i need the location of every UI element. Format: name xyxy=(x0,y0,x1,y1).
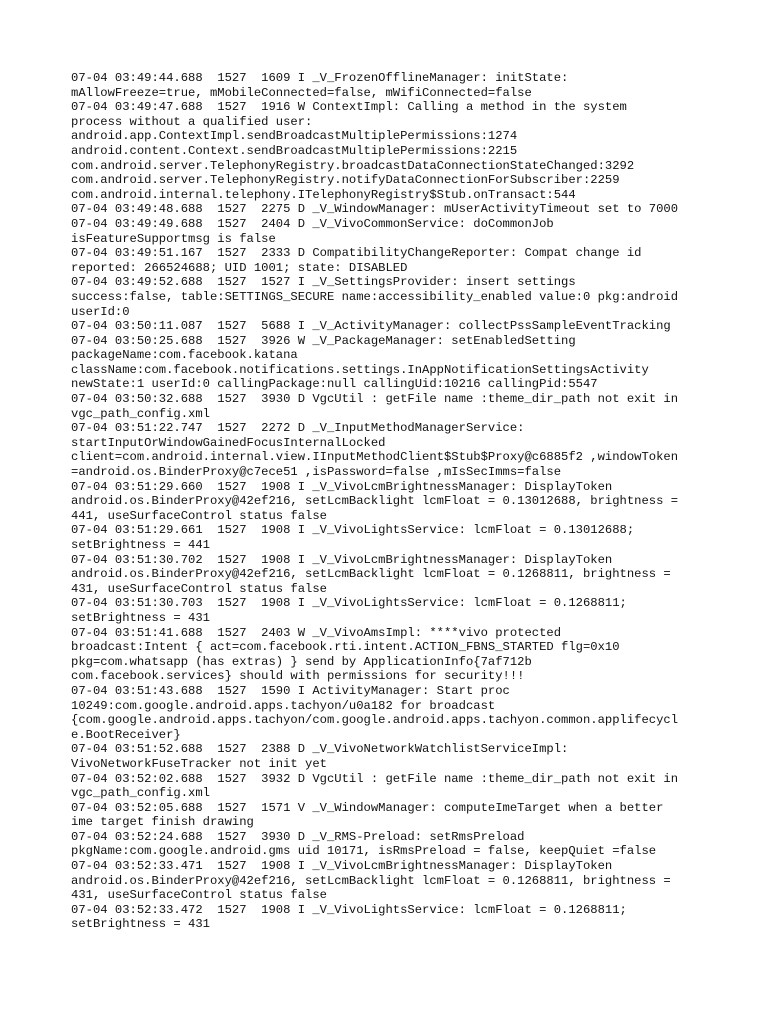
log-line: mAllowFreeze=true, mMobileConnected=false, mWifiConnected=false xyxy=(71,85,532,100)
log-line: success:false, table:SETTINGS_SECURE name:accessibility_enabled value:0 pkg:android xyxy=(71,289,679,304)
log-line: 07-04 03:52:02.688 1527 3932 D VgcUtil : getFile name :theme_dir_path not exit in xyxy=(71,771,679,786)
log-line: ime target finish drawing xyxy=(71,815,254,830)
log-line: 07-04 03:49:44.688 1527 1609 I _V_FrozenOfflineManager: initState: xyxy=(71,71,569,85)
log-line: 07-04 03:51:29.661 1527 1908 I _V_VivoLightsService: lcmFloat = 0.13012688; xyxy=(71,523,635,538)
log-line: com.facebook.services} should with permissions for security!!! xyxy=(71,669,525,684)
log-line: 07-04 03:51:22.747 1527 2272 D _V_InputMethodManagerService: xyxy=(71,421,525,436)
log-line: android.content.Context.sendBroadcastMultiplePermissions:2215 xyxy=(71,143,518,158)
log-line: 07-04 03:51:41.688 1527 2403 W _V_VivoAmsImpl: ****vivo protected xyxy=(71,625,562,640)
log-line: pkg=com.whatsapp (has extras) } send by ApplicationInfo{7af712b xyxy=(71,654,532,669)
log-line: android.app.ContextImpl.sendBroadcastMultiplePermissions:1274 xyxy=(71,129,518,144)
log-line: 07-04 03:51:29.660 1527 1908 I _V_VivoLcmBrightnessManager: DisplayToken xyxy=(71,479,613,494)
log-line: vgc_path_config.xml xyxy=(71,406,210,421)
log-line: vgc_path_config.xml xyxy=(71,786,210,801)
log-line: 07-04 03:49:51.167 1527 2333 D CompatibilityChangeReporter: Compat change id xyxy=(71,246,642,261)
log-line: reported: 266524688; UID 1001; state: DISABLED xyxy=(71,260,408,275)
log-line: process without a qualified user: xyxy=(71,114,313,129)
log-line: newState:1 userId:0 callingPackage:null callingUid:10216 callingPid:5547 xyxy=(71,377,598,392)
log-line: 10249:com.google.android.apps.tachyon/u0a182 for broadcast xyxy=(71,698,496,713)
log-line: 441, useSurfaceControl status false xyxy=(71,508,327,523)
log-line: com.android.internal.telephony.ITelephonyRegistry$Stub.onTransact:544 xyxy=(71,187,576,202)
log-line: 431, useSurfaceControl status false xyxy=(71,888,327,903)
log-line: com.android.server.TelephonyRegistry.notifyDataConnectionForSubscriber:2259 xyxy=(71,173,620,188)
log-line: android.os.BinderProxy@42ef216, setLcmBacklight lcmFloat = 0.1268811, brightness = xyxy=(71,873,671,888)
log-line: 07-04 03:49:49.688 1527 2404 D _V_VivoCommonService: doCommonJob xyxy=(71,216,554,231)
log-line: =android.os.BinderProxy@c7ece51 ,isPassword=false ,mIsSecImms=false xyxy=(71,465,562,480)
log-line: 07-04 03:50:11.087 1527 5688 I _V_ActivityManager: collectPssSampleEventTracking xyxy=(71,319,671,334)
log-line: VivoNetworkFuseTracker not init yet xyxy=(71,756,327,771)
log-line: com.android.server.TelephonyRegistry.broadcastDataConnectionStateChanged:3292 xyxy=(71,158,635,173)
log-line: 07-04 03:52:33.471 1527 1908 I _V_VivoLcmBrightnessManager: DisplayToken xyxy=(71,859,613,874)
log-line: android.os.BinderProxy@42ef216, setLcmBacklight lcmFloat = 0.1268811, brightness = xyxy=(71,567,671,582)
log-line: android.os.BinderProxy@42ef216, setLcmBacklight lcmFloat = 0.13012688, brightness = xyxy=(71,494,679,509)
log-line: 07-04 03:50:32.688 1527 3930 D VgcUtil : getFile name :theme_dir_path not exit in xyxy=(71,392,679,407)
log-line: broadcast:Intent { act=com.facebook.rti.intent.ACTION_FBNS_STARTED flg=0x10 xyxy=(71,640,620,655)
log-line: pkgName:com.google.android.gms uid 10171, isRmsPreload = false, keepQuiet =false xyxy=(71,844,657,859)
log-line: 07-04 03:51:30.703 1527 1908 I _V_VivoLightsService: lcmFloat = 0.1268811; xyxy=(71,596,627,611)
log-line: 431, useSurfaceControl status false xyxy=(71,581,327,596)
log-line: 07-04 03:52:33.472 1527 1908 I _V_VivoLightsService: lcmFloat = 0.1268811; xyxy=(71,902,627,917)
log-line: 07-04 03:51:52.688 1527 2388 D _V_VivoNetworkWatchlistServiceImpl: xyxy=(71,742,569,757)
log-line: 07-04 03:49:52.688 1527 1527 I _V_SettingsProvider: insert settings xyxy=(71,275,576,290)
log-document xyxy=(71,71,711,932)
log-line: 07-04 03:51:30.702 1527 1908 I _V_VivoLcmBrightnessManager: DisplayToken xyxy=(71,552,613,567)
log-line: e.BootReceiver} xyxy=(71,727,181,742)
log-line: packageName:com.facebook.katana xyxy=(71,348,298,363)
log-line: setBrightness = 431 xyxy=(71,610,210,625)
log-line: 07-04 03:49:47.688 1527 1916 W ContextImpl: Calling a method in the system xyxy=(71,100,627,115)
log-line: 07-04 03:51:43.688 1527 1590 I ActivityManager: Start proc xyxy=(71,683,510,698)
log-line: {com.google.android.apps.tachyon/com.google.android.apps.tachyon.common.applifecycl xyxy=(71,713,679,728)
log-line: 07-04 03:52:05.688 1527 1571 V _V_WindowManager: computeImeTarget when a better xyxy=(71,800,664,815)
log-line: setBrightness = 441 xyxy=(71,538,210,552)
log-line: 07-04 03:49:48.688 1527 2275 D _V_WindowManager: mUserActivityTimeout set to 7000 xyxy=(71,202,679,217)
log-line: userId:0 xyxy=(71,304,130,319)
log-line: 07-04 03:52:24.688 1527 3930 D _V_RMS-Preload: setRmsPreload xyxy=(71,829,525,844)
log-line: className:com.facebook.notifications.settings.InAppNotificationSettingsActivity xyxy=(71,362,649,377)
log-line: isFeatureSupportmsg is false xyxy=(71,231,276,246)
log-line: setBrightness = 431 xyxy=(71,917,210,932)
log-line: startInputOrWindowGainedFocusInternalLocked xyxy=(71,435,386,450)
log-line: client=com.android.internal.view.IInputMethodClient$Stub$Proxy@c6885f2 ,windowToken xyxy=(71,450,679,465)
log-line: 07-04 03:50:25.688 1527 3926 W _V_PackageManager: setEnabledSetting xyxy=(71,333,576,348)
